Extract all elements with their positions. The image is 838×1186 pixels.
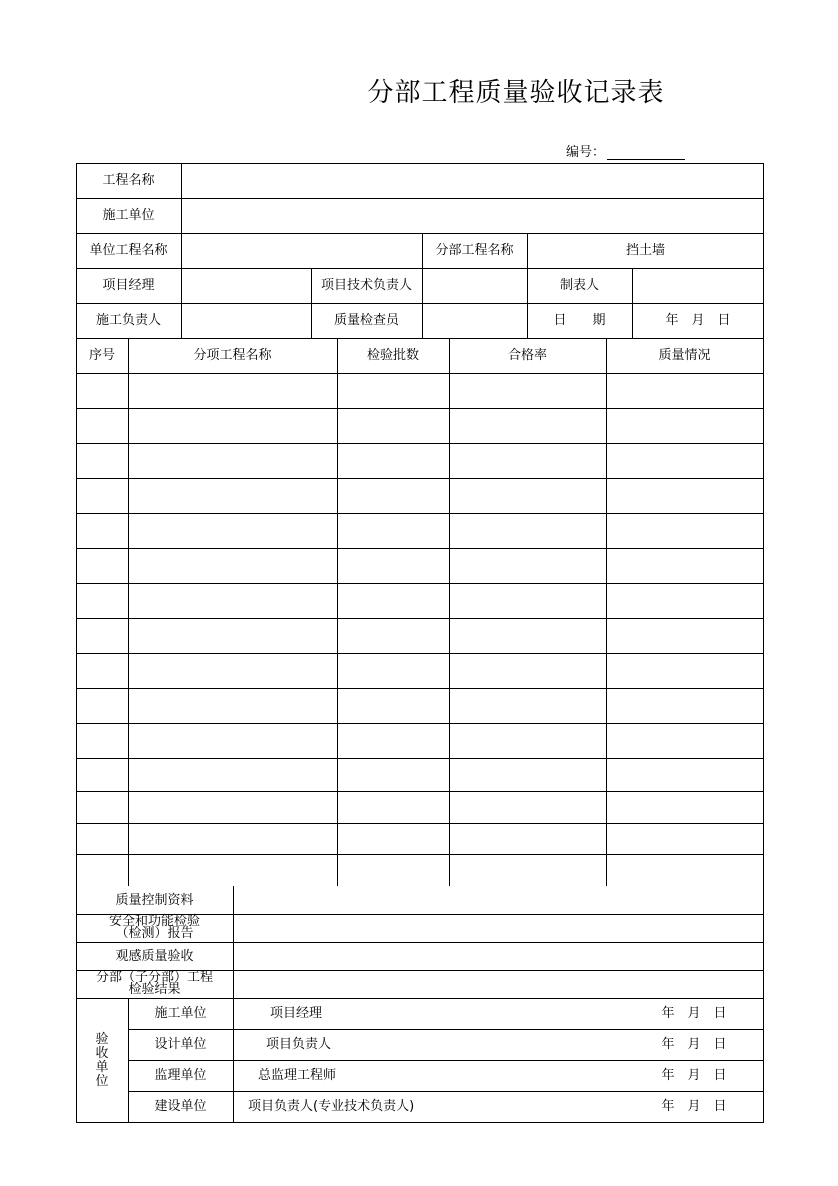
table-cell[interactable] xyxy=(606,513,763,548)
table-cell[interactable] xyxy=(76,854,128,886)
table-cell[interactable] xyxy=(337,854,449,886)
table-cell[interactable] xyxy=(449,854,606,886)
acceptance-unit-supervision: 监理单位 xyxy=(154,1068,207,1083)
acceptance-role-owner: 项目负责人(专业技术负责人) xyxy=(248,1099,415,1114)
table-cell[interactable] xyxy=(128,513,337,548)
table-cell[interactable] xyxy=(76,653,128,688)
table-row xyxy=(76,478,764,513)
tech-lead-field[interactable] xyxy=(423,268,527,303)
table-row xyxy=(76,618,764,653)
project-name-label: 工程名称 xyxy=(102,173,155,188)
table-row xyxy=(76,688,764,723)
acceptance-unit-group-label: 验 收 单 位 xyxy=(95,1031,109,1089)
table-cell[interactable] xyxy=(337,723,449,758)
serial-number xyxy=(566,141,685,160)
table-cell[interactable] xyxy=(76,791,128,823)
column-header-batch-count: 检验批数 xyxy=(366,348,419,363)
table-row xyxy=(76,758,764,791)
table-cell[interactable] xyxy=(606,791,763,823)
acceptance-unit-design: 设计单位 xyxy=(154,1037,207,1052)
table-cell[interactable] xyxy=(76,443,128,478)
date-label: 日 期 xyxy=(553,313,606,328)
column-header-quality-status: 质量情况 xyxy=(658,348,711,363)
sub-inspection-result-label: 分部（子分部）工程 检验结果 xyxy=(95,970,213,997)
table-cell[interactable] xyxy=(76,478,128,513)
table-cell[interactable] xyxy=(337,791,449,823)
table-row xyxy=(76,443,764,478)
table-cell[interactable] xyxy=(76,688,128,723)
construction-lead-label: 施工负责人 xyxy=(95,313,161,328)
table-cell[interactable] xyxy=(606,688,763,723)
table-row xyxy=(76,513,764,548)
construction-lead-field[interactable] xyxy=(182,303,311,338)
date-value[interactable]: 年 月 日 xyxy=(665,313,731,328)
table-cell[interactable] xyxy=(449,513,606,548)
table-cell[interactable] xyxy=(606,583,763,618)
table-cell[interactable] xyxy=(337,688,449,723)
table-cell[interactable] xyxy=(606,548,763,583)
table-cell[interactable] xyxy=(449,758,606,791)
table-cell[interactable] xyxy=(76,758,128,791)
table-cell[interactable] xyxy=(606,758,763,791)
sub-project-name-label: 分部工程名称 xyxy=(435,243,514,258)
project-manager-label: 项目经理 xyxy=(102,278,155,293)
table-cell[interactable] xyxy=(606,823,763,854)
table-cell[interactable] xyxy=(606,408,763,443)
table-cell[interactable] xyxy=(449,548,606,583)
table-cell[interactable] xyxy=(76,583,128,618)
table-cell[interactable] xyxy=(128,791,337,823)
table-cell[interactable] xyxy=(606,618,763,653)
table-cell[interactable] xyxy=(76,373,128,408)
table-cell[interactable] xyxy=(337,373,449,408)
safety-function-report-label: 安全和功能检验 （检测）报告 xyxy=(108,914,200,941)
table-cell[interactable] xyxy=(337,478,449,513)
table-cell[interactable] xyxy=(449,373,606,408)
table-cell[interactable] xyxy=(337,548,449,583)
table-cell[interactable] xyxy=(337,443,449,478)
acceptance-date-supervision[interactable]: 年 月 日 xyxy=(661,1068,727,1083)
tabulator-label: 制表人 xyxy=(559,278,599,293)
table-row xyxy=(76,548,764,583)
table-cell[interactable] xyxy=(606,478,763,513)
safety-function-report-field[interactable] xyxy=(234,914,763,942)
tech-lead-label: 项目技术负责人 xyxy=(320,278,412,293)
acceptance-date-design[interactable]: 年 月 日 xyxy=(661,1037,727,1052)
project-manager-field[interactable] xyxy=(182,268,311,303)
table-cell[interactable] xyxy=(128,548,337,583)
table-cell[interactable] xyxy=(449,791,606,823)
tabulator-field[interactable] xyxy=(633,268,763,303)
serial-label: 编号： xyxy=(566,145,606,160)
table-cell[interactable] xyxy=(606,373,763,408)
table-cell[interactable] xyxy=(337,823,449,854)
acceptance-role-supervision: 总监理工程师 xyxy=(258,1068,337,1083)
table-cell[interactable] xyxy=(337,618,449,653)
acceptance-role-design: 项目负责人 xyxy=(266,1037,332,1052)
table-cell[interactable] xyxy=(128,723,337,758)
quality-control-docs-field[interactable] xyxy=(234,886,763,914)
page-title xyxy=(0,72,838,109)
column-header-item-name: 分项工程名称 xyxy=(193,348,272,363)
table-cell[interactable] xyxy=(128,478,337,513)
table-cell[interactable] xyxy=(337,653,449,688)
acceptance-date-owner[interactable]: 年 月 日 xyxy=(661,1099,727,1114)
unit-project-name-label: 单位工程名称 xyxy=(89,243,168,258)
table-row xyxy=(76,791,764,823)
column-header-pass-rate: 合格率 xyxy=(507,348,547,363)
table-cell[interactable] xyxy=(76,823,128,854)
table-cell[interactable] xyxy=(76,618,128,653)
table-cell[interactable] xyxy=(128,408,337,443)
appearance-acceptance-field[interactable] xyxy=(234,942,763,970)
table-cell[interactable] xyxy=(76,513,128,548)
table-cell[interactable] xyxy=(337,408,449,443)
table-cell[interactable] xyxy=(449,688,606,723)
page-title-text: 分部工程质量验收记录表 xyxy=(367,78,665,108)
acceptance-unit-construction: 施工单位 xyxy=(154,1006,207,1021)
table-cell[interactable] xyxy=(128,854,337,886)
table-row xyxy=(76,653,764,688)
quality-inspector-field[interactable] xyxy=(423,303,527,338)
table-row xyxy=(76,583,764,618)
table-cell[interactable] xyxy=(449,823,606,854)
construction-unit-label: 施工单位 xyxy=(102,208,155,223)
sub-project-name-value[interactable]: 挡土墙 xyxy=(625,243,665,258)
table-cell[interactable] xyxy=(606,653,763,688)
table-cell[interactable] xyxy=(128,758,337,791)
table-cell[interactable] xyxy=(76,548,128,583)
table-cell[interactable] xyxy=(128,653,337,688)
construction-unit-field[interactable] xyxy=(182,198,763,233)
appearance-acceptance-label: 观感质量验收 xyxy=(115,948,194,964)
table-row xyxy=(76,854,764,886)
acceptance-date-construction[interactable]: 年 月 日 xyxy=(661,1006,727,1021)
acceptance-unit-owner: 建设单位 xyxy=(154,1099,207,1114)
serial-number-field[interactable] xyxy=(607,145,685,160)
table-row xyxy=(76,408,764,443)
table-cell[interactable] xyxy=(337,758,449,791)
table-cell[interactable] xyxy=(449,723,606,758)
table-cell[interactable] xyxy=(128,823,337,854)
table-cell[interactable] xyxy=(449,478,606,513)
table-cell[interactable] xyxy=(128,373,337,408)
acceptance-form-table xyxy=(76,163,764,1123)
table-cell[interactable] xyxy=(76,408,128,443)
table-cell[interactable] xyxy=(606,443,763,478)
table-cell[interactable] xyxy=(337,583,449,618)
table-cell[interactable] xyxy=(128,688,337,723)
table-cell[interactable] xyxy=(606,723,763,758)
table-cell[interactable] xyxy=(449,653,606,688)
quality-control-docs-label: 质量控制资料 xyxy=(115,892,194,908)
table-cell[interactable] xyxy=(449,443,606,478)
table-row xyxy=(76,723,764,758)
table-cell[interactable] xyxy=(128,583,337,618)
column-header-index: 序号 xyxy=(88,348,115,363)
table-cell[interactable] xyxy=(449,618,606,653)
table-cell[interactable] xyxy=(128,618,337,653)
sub-inspection-result-field[interactable] xyxy=(234,970,763,998)
table-cell[interactable] xyxy=(449,583,606,618)
table-cell[interactable] xyxy=(337,513,449,548)
table-cell[interactable] xyxy=(449,408,606,443)
quality-inspector-label: 质量检查员 xyxy=(333,313,399,328)
table-row xyxy=(76,823,764,854)
acceptance-role-construction: 项目经理 xyxy=(270,1006,323,1021)
table-cell[interactable] xyxy=(128,443,337,478)
unit-project-name-field[interactable] xyxy=(182,233,422,268)
table-row xyxy=(76,373,764,408)
table-cell[interactable] xyxy=(606,854,763,886)
table-cell[interactable] xyxy=(76,723,128,758)
project-name-field[interactable] xyxy=(182,163,763,198)
